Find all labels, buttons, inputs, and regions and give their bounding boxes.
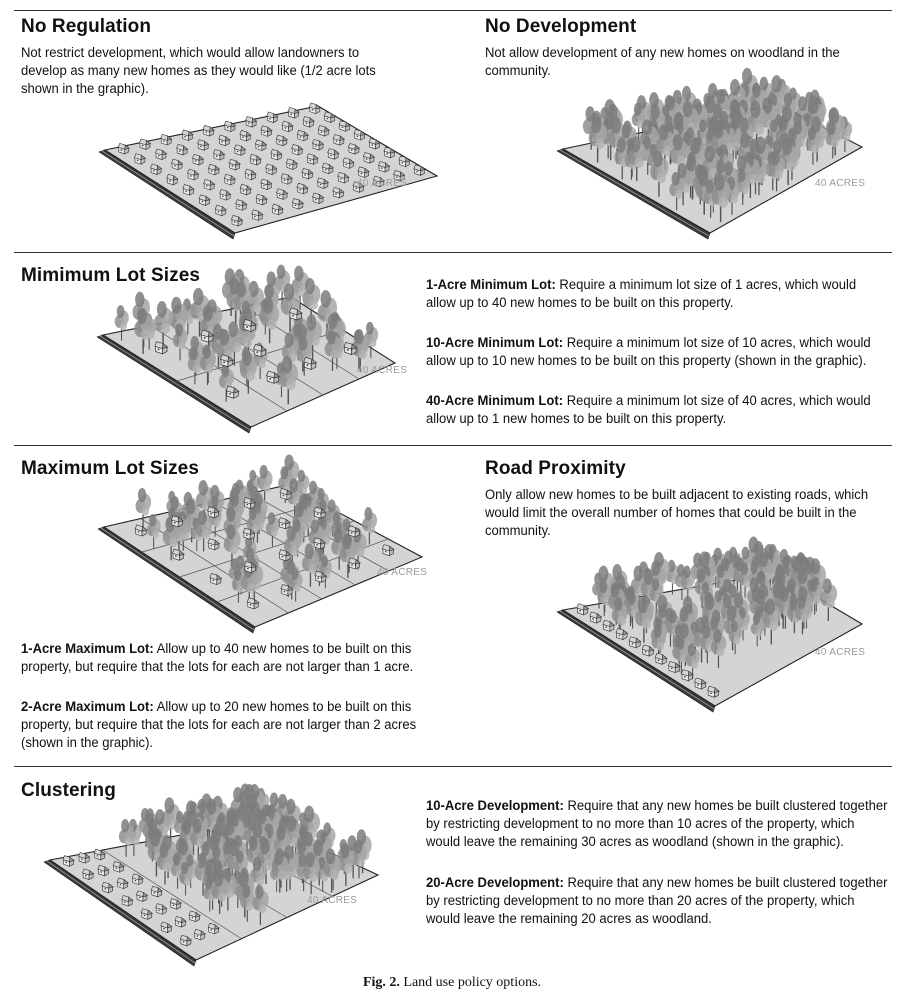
house-icon [161,134,172,145]
no-regulation-title: No Regulation [21,16,152,37]
minimum-lot-parcel [97,265,407,433]
min-lot-option-1-text: Require a minimum lot size of 1 acres, which would allow up to 40 new homes to be built on this property. [426,277,857,311]
no-development-desc: Not allow development of any new homes on woodland in the community. [485,45,840,79]
min-lot-option-3-text: Require a minimum lot size of 40 acres, which would allow up to 1 new homes to be built on this property. [426,393,871,427]
clustering-option-2-text: Require that any new homes be built clustered together by restricting development to no more than 20 acres of the property, which would leave the remaining 20 acres as woodland. [426,875,888,927]
no-development-title: No Development [485,16,637,37]
min-lot-option-2-text: Require a minimum lot size of 10 acres, which would allow up to 10 new homes to be built on this property (shown in the graphic). [426,335,871,369]
clustering-option-1-label: 10-Acre Development: [426,798,564,814]
house-icon [309,103,320,114]
no-regulation-desc: Not restrict development, which would allow landowners to develop as many new homes as they would like (1/2 acre lots shown in the graphic). [21,45,376,97]
acres-label: 40 ACRES [357,365,408,376]
acres-label: 40 ACRES [357,178,408,189]
max-lot-option-1-label: 1-Acre Maximum Lot: [21,641,154,657]
house-icon [324,112,335,123]
maximum-lot-parcel [98,454,427,633]
acres-label: 40 ACRES [815,178,866,189]
road-proximity-title: Road Proximity [485,458,626,479]
max-lot-option-2-label: 2-Acre Maximum Lot: [21,699,154,715]
road-proximity-desc: Only allow new homes to be built adjacent to existing roads, which would limit the overall number of homes that could be built in the community. [485,487,869,539]
house-icon [369,138,380,149]
minimum-lot-sizes-title: Mimimum Lot Sizes [21,265,201,286]
house-icon [246,116,257,127]
clustering-parcel [44,784,378,966]
road-proximity-parcel [557,536,865,712]
min-lot-option-3-label: 40-Acre Minimum Lot: [426,393,564,409]
no-regulation-parcel [99,103,437,239]
min-lot-option-1-label: 1-Acre Minimum Lot: [426,277,556,293]
clustering-option-2-label: 20-Acre Development: [426,875,564,891]
acres-label: 40 ACRES [815,647,866,658]
acres-label: 40 ACRES [307,895,358,906]
house-icon [414,165,425,176]
max-lot-option-2-text: Allow up to 20 new homes to be built on this property, but require that the lots for each are not larger than 2 acres (shown in the graphic). [21,699,417,751]
clustering-option-1-text: Require that any new homes be built clustered together by restricting development to no more than 10 acres of the property, which would leave the remaining 30 acres as woodland (shown in the graphic). [426,798,888,850]
house-icon [203,125,214,136]
house-icon [288,107,299,118]
house-icon [224,121,235,132]
house-icon [339,121,350,132]
maximum-lot-sizes-title: Maximum Lot Sizes [21,458,200,479]
figure-caption-label: Fig. 2. [362,975,400,990]
house-icon [354,130,365,141]
figure-caption [0,975,904,991]
house-icon [182,130,193,141]
house-icon [267,112,278,123]
max-lot-option-1-text: Allow up to 40 new homes to be built on this property, but require that the lots for each are not larger than 1 acre. [21,641,414,675]
figure-caption-text: Land use policy options. [399,975,542,990]
min-lot-option-2-label: 10-Acre Minimum Lot: [426,335,564,351]
acres-label: 40 ACRES [377,567,428,578]
no-development-parcel [557,68,865,239]
clustering-title: Clustering [21,780,116,801]
house-icon [399,156,410,167]
house-icon [384,147,395,158]
